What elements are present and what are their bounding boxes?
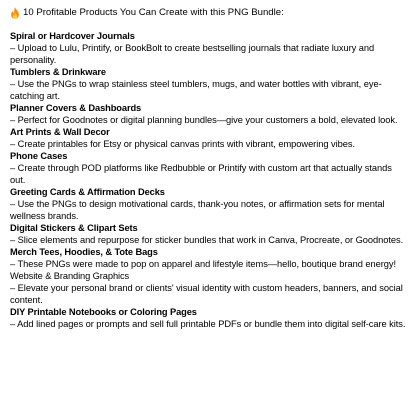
product-item (10, 66, 408, 102)
product-description: – Use the PNGs to wrap stainless steel tumblers, mugs, and water bottles with vibrant, eye-catching art. (10, 79, 382, 101)
product-item (10, 306, 408, 330)
product-name: Digital Stickers & Clipart Sets (10, 223, 138, 233)
product-name: Planner Covers & Dashboards (10, 103, 142, 113)
product-description: – Create through POD platforms like Redbubble or Printify with custom art that actually stands out. (10, 163, 392, 185)
product-list (10, 30, 408, 330)
heading-text: 10 Profitable Products You Can Create with this PNG Bundle: (23, 7, 284, 18)
product-item (10, 102, 408, 126)
product-name: Website & Branding Graphics (10, 271, 130, 281)
product-description: – Slice elements and repurpose for sticker bundles that work in Canva, Procreate, or Goodnotes. (10, 235, 404, 245)
product-item (10, 30, 408, 66)
product-item (10, 150, 408, 186)
product-description: – Add lined pages or prompts and sell full printable PDFs or bundle them into digital self-care kits. (10, 319, 406, 329)
product-description: – Create printables for Etsy or physical canvas prints with vibrant, empowering vibes. (10, 139, 356, 149)
product-name: Spiral or Hardcover Journals (10, 31, 135, 41)
product-description: – These PNGs were made to pop on apparel and lifestyle items—hello, boutique brand energy! (10, 259, 397, 269)
product-item (10, 270, 408, 306)
product-name: Phone Cases (10, 151, 68, 161)
product-description: – Perfect for Goodnotes or digital planning bundles—give your customers a bold, elevated look. (10, 115, 398, 125)
product-name: Art Prints & Wall Decor (10, 127, 110, 137)
product-name: Tumblers & Drinkware (10, 67, 106, 77)
product-description: – Upload to Lulu, Printify, or BookBolt to create bestselling journals that radiate luxury and personality. (10, 43, 375, 65)
product-item (10, 246, 408, 270)
product-item (10, 186, 408, 222)
product-description: – Elevate your personal brand or clients' visual identity with custom headers, banners, and social content. (10, 283, 403, 305)
product-item (10, 126, 408, 150)
product-name: DIY Printable Notebooks or Coloring Pages (10, 307, 197, 317)
product-item (10, 222, 408, 246)
product-description: – Use the PNGs to design motivational cards, thank-you notes, or affirmation sets for mental wellness brands. (10, 199, 385, 221)
product-name: Merch Tees, Hoodies, & Tote Bags (10, 247, 158, 257)
fire-icon (10, 7, 20, 19)
product-name: Greeting Cards & Affirmation Decks (10, 187, 165, 197)
document-heading (10, 6, 408, 19)
